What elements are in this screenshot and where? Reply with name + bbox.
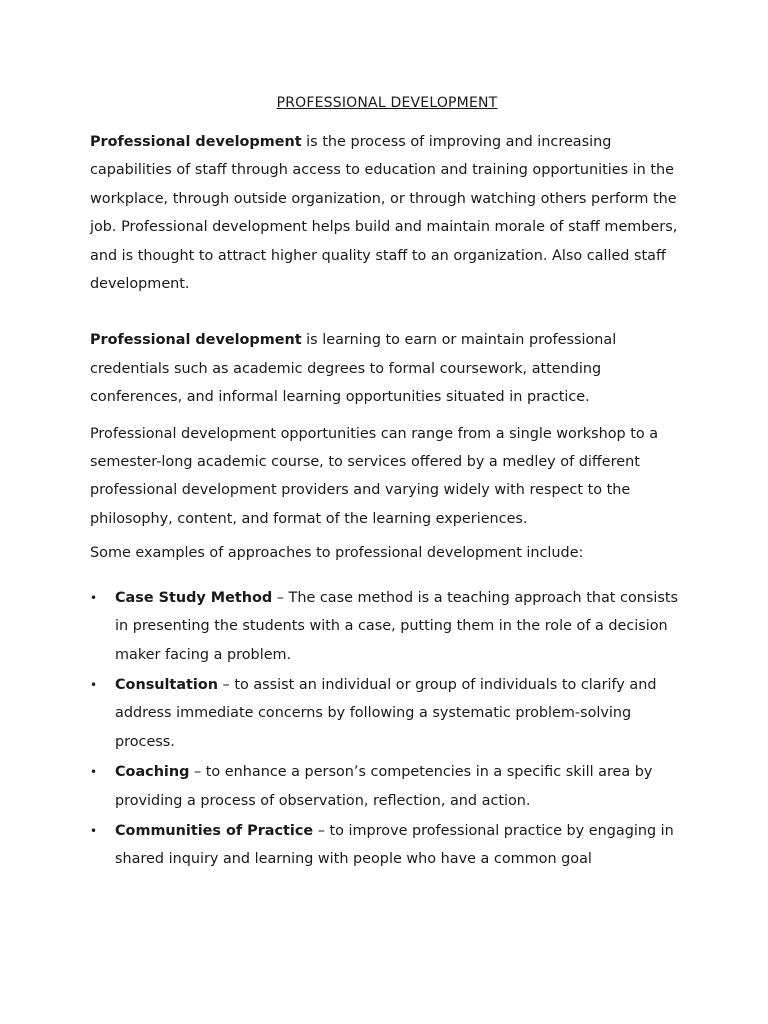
approach-text: – to assist an individual or group of individuals to clarify and address immediate concerns by following a systematic problem-solving process.: [115, 676, 657, 750]
bullet-icon: •: [90, 823, 98, 838]
list-item: [90, 758, 680, 815]
document-title: PROFESSIONAL DEVELOPMENT: [276, 95, 498, 111]
paragraph-term: Professional development: [90, 332, 302, 349]
paragraph-credentials: [90, 326, 680, 411]
list-item: [90, 671, 680, 756]
approach-text: – to improve professional practice by engaging in shared inquiry and learning with people who have a common goal: [115, 822, 674, 868]
bullet-icon: •: [90, 677, 98, 692]
paragraph-definition: [90, 128, 680, 298]
paragraph-term: Professional development: [90, 134, 302, 150]
approach-term: Case Study Method: [115, 589, 273, 606]
approach-term: Consultation: [115, 676, 218, 693]
approach-term: Communities of Practice: [115, 822, 314, 839]
paragraph-examples-intro: Some examples of approaches to professional development include:: [90, 545, 584, 562]
list-item: [90, 584, 680, 669]
list-item: [90, 817, 680, 874]
approach-text: – The case method is a teaching approach that consists in presenting the students with a case, putting them in the role of a decision maker facing a problem.: [115, 589, 678, 663]
paragraph-opportunities: Professional development opportunities can range from a single workshop to a semester-long academic course, to services offered by a medley of different professional development providers and varying widely with respect to the philosophy, content, and format of the learning experiences.: [90, 425, 659, 527]
paragraph-text: is the process of improving and increasing capabilities of staff through access to education and training opportunities in the workplace, through outside organization, or through watching others perform the job. Professional development helps build and maintain morale of staff members, and is thought to attract higher quality staff to an organization. Also called staff development.: [90, 134, 678, 293]
bullet-icon: •: [90, 590, 98, 605]
approach-term: Coaching: [115, 764, 190, 781]
approaches-list: [90, 584, 680, 874]
bullet-icon: •: [90, 765, 98, 780]
paragraph-text: is learning to earn or maintain professional credentials such as academic degrees to formal coursework, attending conferences, and informal learning opportunities situated in practice.: [90, 332, 617, 406]
approach-text: – to enhance a person’s competencies in a specific skill area by providing a process of observation, reflection, and action.: [115, 764, 653, 809]
